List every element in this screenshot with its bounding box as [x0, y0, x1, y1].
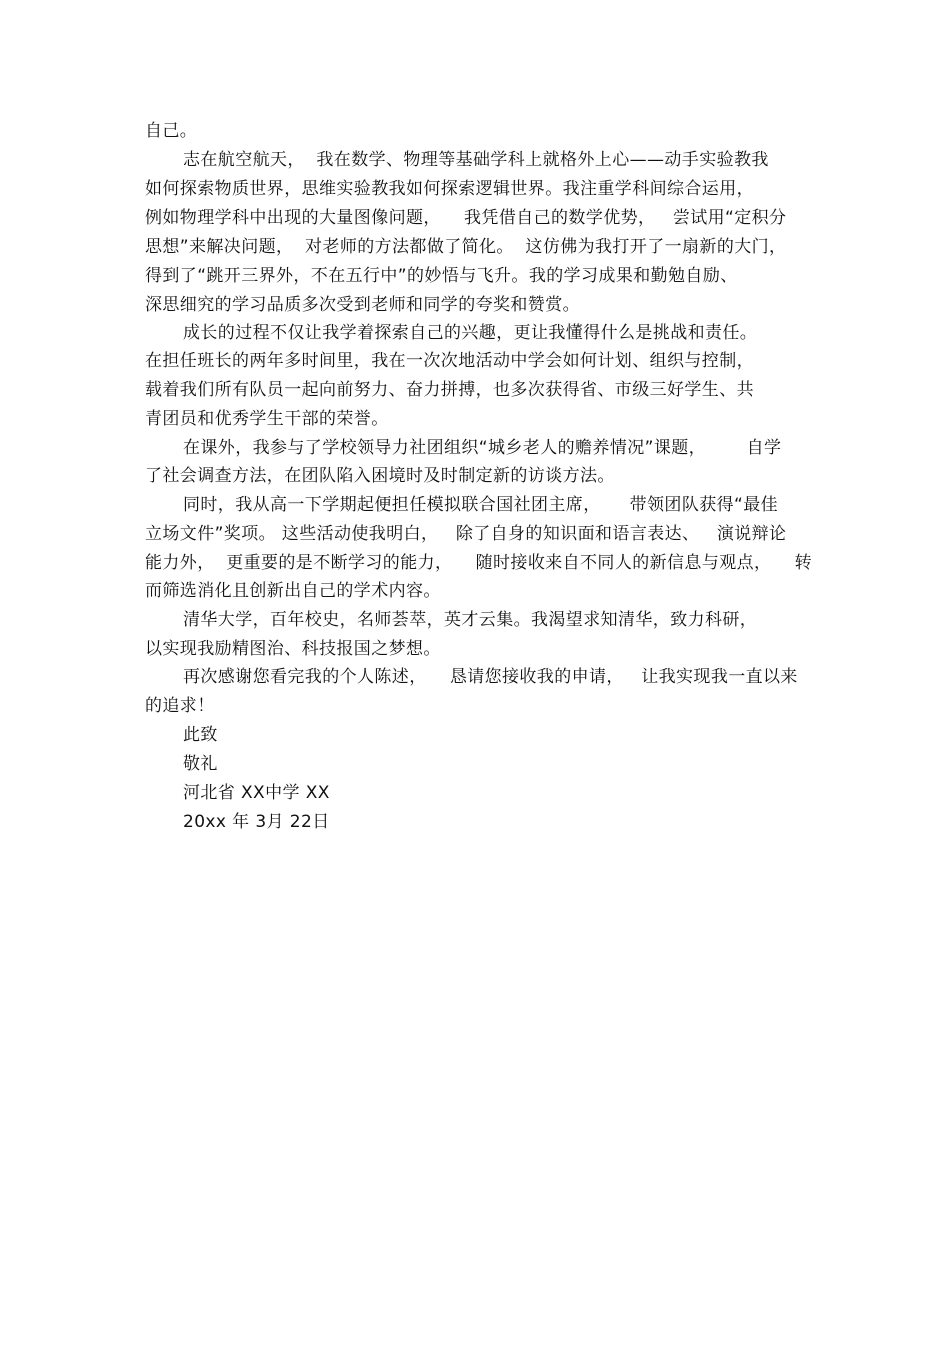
text-line: 立场文件”奖项。 这些活动使我明白， 除了自身的知识面和语言表达、 演说辩论	[145, 524, 787, 544]
paragraph-start: 成长的过程不仅让我学着探索自己的兴趣，更让我懂得什么是挑战和责任。	[183, 323, 758, 343]
paragraph-start: 志在航空航天， 我在数学、物理等基础学科上就格外上心——动手实验教我	[183, 150, 769, 170]
text-line: 自己。	[145, 121, 198, 141]
text-line: 的追求！	[145, 696, 215, 716]
signature-school: 河北省 XX中学 XX	[183, 783, 330, 803]
paragraph-start: 在课外，我参与了学校领导力社团组织“城乡老人的赡养情况”课题， 自学	[183, 438, 782, 458]
signature-date: 20xx 年 3月 22日	[183, 812, 330, 832]
text-line: 而筛选消化且创新出自己的学术内容。	[145, 581, 441, 601]
paragraph-start: 同时，我从高一下学期起便担任模拟联合国社团主席， 带领团队获得“最佳	[183, 495, 779, 515]
paragraph-start: 再次感谢您看完我的个人陈述， 恳请您接收我的申请， 让我实现我一直以来	[183, 667, 798, 687]
text-line: 例如物理学科中出现的大量图像问题， 我凭借自己的数学优势， 尝试用“定积分	[145, 208, 787, 228]
text-line: 如何探索物质世界，思维实验教我如何探索逻辑世界。我注重学科间综合运用，	[145, 179, 754, 199]
text-line: 载着我们所有队员一起向前努力、奋力拼搏，也多次获得省、市级三好学生、共	[145, 380, 754, 400]
text-line: 了社会调查方法，在团队陷入困境时及时制定新的访谈方法。	[145, 466, 615, 486]
text-line: 深思细究的学习品质多次受到老师和同学的夸奖和赞赏。	[145, 295, 580, 315]
paragraph-start: 清华大学，百年校史，名师荟萃，英才云集。我渴望求知清华，致力科研，	[183, 610, 758, 630]
text-line: 思想”来解决问题， 对老师的方法都做了简化。 这仿佛为我打开了一扇新的大门，	[145, 237, 787, 257]
closing-salutation: 此致	[183, 725, 218, 745]
text-line: 以实现我励精图治、科技报国之梦想。	[145, 639, 441, 659]
text-line: 在担任班长的两年多时间里，我在一次次地活动中学会如何计划、组织与控制，	[145, 351, 754, 371]
closing-regards: 敬礼	[183, 754, 218, 774]
text-line: 得到了“跳开三界外，不在五行中”的妙悟与飞升。我的学习成果和勤勉自励、	[145, 266, 738, 286]
text-line: 能力外， 更重要的是不断学习的能力， 随时接收来自不同人的新信息与观点， 转	[145, 553, 813, 573]
text-line: 青团员和优秀学生干部的荣誉。	[145, 409, 389, 429]
